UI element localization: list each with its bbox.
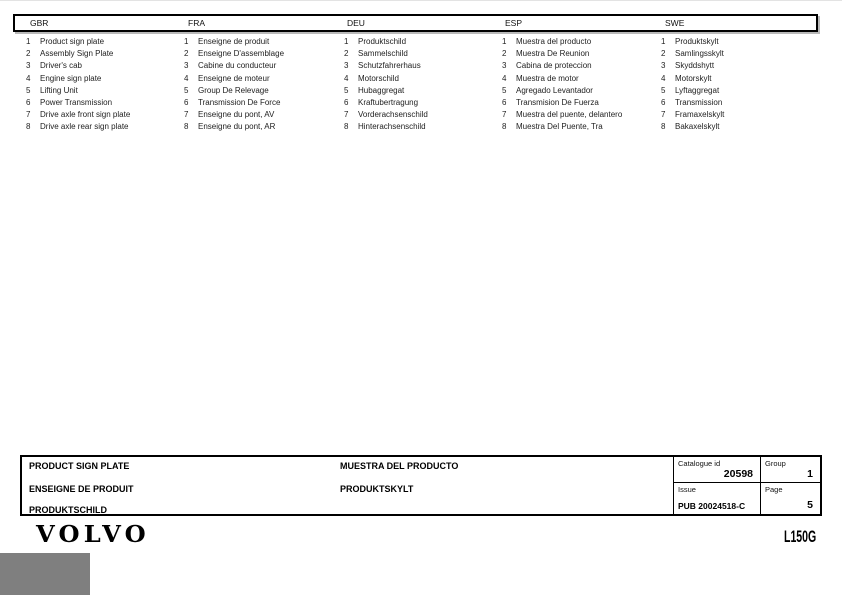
list-item: [26, 109, 130, 121]
catalogue-id-cell: [674, 457, 761, 483]
page-cell: [761, 483, 820, 514]
issue-label: Issue: [678, 485, 696, 494]
title-block: [20, 455, 822, 516]
language-header-row: [13, 14, 818, 32]
item-number: 2: [502, 49, 507, 59]
item-number: 2: [26, 49, 31, 59]
group-cell: [761, 457, 820, 483]
list-item: [184, 85, 284, 97]
item-number: 4: [344, 73, 349, 83]
list-item: [26, 60, 130, 72]
list-item: [661, 36, 724, 48]
item-number: 8: [502, 122, 507, 132]
item-text: Assembly Sign Plate: [40, 49, 114, 59]
list-item: [184, 109, 284, 121]
item-number: 2: [184, 49, 189, 59]
item-text: Sammelschild: [358, 49, 408, 59]
language-header-gbr: GBR: [30, 18, 49, 28]
item-number: 7: [184, 110, 189, 120]
list-item: [661, 97, 724, 109]
list-item: [184, 36, 284, 48]
item-text: Engine sign plate: [40, 73, 102, 83]
item-text: Muestra del puente, delantero: [516, 110, 623, 120]
item-number: 5: [184, 85, 189, 95]
model-code: L150G: [784, 527, 817, 546]
language-column-gbr: [26, 36, 130, 134]
item-text: Power Transmission: [40, 98, 113, 108]
item-number: 3: [344, 61, 349, 71]
item-text: Enseigne du pont, AV: [198, 110, 275, 120]
item-text: Driver's cab: [40, 61, 82, 71]
list-item: [344, 97, 428, 109]
item-number: 7: [661, 110, 666, 120]
language-header-fra: FRA: [188, 18, 205, 28]
item-number: 6: [502, 98, 507, 108]
item-number: 3: [26, 61, 31, 71]
item-number: 1: [344, 37, 349, 46]
group-value: 1: [807, 468, 813, 480]
item-text: Samlingsskylt: [675, 49, 724, 59]
item-number: 1: [661, 37, 666, 46]
list-item: [26, 97, 130, 109]
item-number: 5: [26, 85, 31, 95]
item-number: 7: [344, 110, 349, 120]
item-number: 6: [26, 98, 31, 108]
group-label: Group: [765, 459, 786, 468]
item-number: 4: [184, 73, 189, 83]
list-item: [26, 85, 130, 97]
list-item: [26, 121, 130, 133]
list-item: [502, 36, 622, 48]
item-text: Produktschild: [358, 37, 407, 46]
item-text: Agregado Levantador: [516, 85, 593, 95]
item-text: Motorskylt: [675, 73, 712, 83]
list-item: [344, 48, 428, 60]
item-number: 6: [344, 98, 349, 108]
item-number: 7: [26, 110, 31, 120]
list-item: [661, 109, 724, 121]
item-number: 1: [502, 37, 507, 46]
list-item: [184, 97, 284, 109]
list-item: [26, 73, 130, 85]
item-text: Enseigne du pont, AR: [198, 122, 276, 132]
catalogue-info-grid: [673, 457, 820, 514]
item-number: 2: [344, 49, 349, 59]
list-item: [661, 60, 724, 72]
item-number: 7: [502, 110, 507, 120]
item-number: 5: [661, 85, 666, 95]
item-text: Muestra de motor: [516, 73, 579, 83]
item-number: 8: [184, 122, 189, 132]
list-item: [344, 73, 428, 85]
list-item: [502, 48, 622, 60]
item-text: Lifting Unit: [40, 85, 78, 95]
item-text: Drive axle rear sign plate: [40, 122, 129, 132]
item-text: Hinterachsenschild: [358, 122, 426, 132]
item-text: Lyftaggregat: [675, 85, 720, 95]
item-number: 5: [502, 85, 507, 95]
item-number: 3: [184, 61, 189, 71]
item-number: 8: [26, 122, 31, 132]
page-value: 5: [807, 499, 813, 511]
item-text: Muestra Del Puente, Tra: [516, 122, 603, 132]
item-number: 5: [344, 85, 349, 95]
language-column-esp: [502, 36, 622, 134]
item-text: Group De Relevage: [198, 85, 269, 95]
issue-value: PUB 20024518-C: [678, 501, 746, 511]
page-title-de: PRODUKTSCHILD: [29, 505, 107, 515]
language-header-deu: DEU: [347, 18, 365, 28]
list-item: [184, 60, 284, 72]
item-number: 1: [184, 37, 189, 46]
list-item: [661, 48, 724, 60]
item-number: 1: [26, 37, 31, 46]
list-item: [502, 121, 622, 133]
item-number: 3: [502, 61, 507, 71]
list-item: [26, 36, 130, 48]
item-text: Transmission: [675, 98, 723, 108]
list-item: [661, 85, 724, 97]
item-text: Product sign plate: [40, 37, 105, 46]
item-text: Transmision De Fuerza: [516, 98, 599, 108]
item-number: 4: [502, 73, 507, 83]
language-column-swe: [661, 36, 724, 134]
item-number: 2: [661, 49, 666, 59]
item-number: 6: [661, 98, 666, 108]
item-number: 6: [184, 98, 189, 108]
item-text: Cabine du conducteur: [198, 61, 277, 71]
item-text: Enseigne de moteur: [198, 73, 270, 83]
item-text: Drive axle front sign plate: [40, 110, 131, 120]
scan-artifact-block: [0, 553, 90, 595]
item-text: Schutzfahrerhaus: [358, 61, 421, 71]
language-header-esp: ESP: [505, 18, 523, 28]
item-text: Transmission De Force: [198, 98, 281, 108]
item-number: 4: [661, 73, 666, 83]
catalogue-id-label: Catalogue id: [678, 459, 721, 468]
list-item: [344, 121, 428, 133]
item-text: Bakaxelskylt: [675, 122, 720, 132]
item-text: Produktskylt: [675, 37, 719, 46]
item-text: Muestra De Reunion: [516, 49, 590, 59]
page-title-fr: ENSEIGNE DE PRODUIT: [29, 484, 134, 494]
page-title-sv: PRODUKTSKYLT: [340, 484, 414, 494]
item-number: 8: [661, 122, 666, 132]
list-item: [502, 97, 622, 109]
page-title-en: PRODUCT SIGN PLATE: [29, 461, 130, 471]
volvo-logo: VOLVO: [36, 521, 150, 548]
language-column-deu: [344, 36, 428, 134]
list-item: [184, 121, 284, 133]
item-text: Enseigne D'assemblage: [198, 49, 285, 59]
list-item: [184, 48, 284, 60]
item-text: Cabina de proteccion: [516, 61, 592, 71]
list-item: [502, 85, 622, 97]
list-item: [184, 73, 284, 85]
list-item: [502, 73, 622, 85]
item-text: Hubaggregat: [358, 85, 405, 95]
issue-cell: [674, 483, 761, 514]
list-item: [502, 109, 622, 121]
item-text: Vorderachsenschild: [358, 110, 428, 120]
item-text: Motorschild: [358, 73, 399, 83]
item-text: Kraftubertragung: [358, 98, 419, 108]
item-number: 3: [661, 61, 666, 71]
list-item: [502, 60, 622, 72]
list-item: [344, 109, 428, 121]
item-number: 4: [26, 73, 31, 83]
catalogue-id-value: 20598: [723, 468, 753, 480]
item-text: Muestra del producto: [516, 37, 592, 46]
language-column-fra: [184, 36, 284, 134]
item-text: Framaxelskylt: [675, 110, 725, 120]
list-item: [661, 73, 724, 85]
page-title-es: MUESTRA DEL PRODUCTO: [340, 461, 459, 471]
page-label: Page: [765, 485, 783, 494]
list-item: [344, 36, 428, 48]
item-number: 8: [344, 122, 349, 132]
list-item: [661, 121, 724, 133]
list-item: [344, 85, 428, 97]
item-text: Enseigne de produit: [198, 37, 270, 46]
list-item: [26, 48, 130, 60]
language-header-swe: SWE: [665, 18, 685, 28]
list-item: [344, 60, 428, 72]
item-text: Skyddshytt: [675, 61, 715, 71]
